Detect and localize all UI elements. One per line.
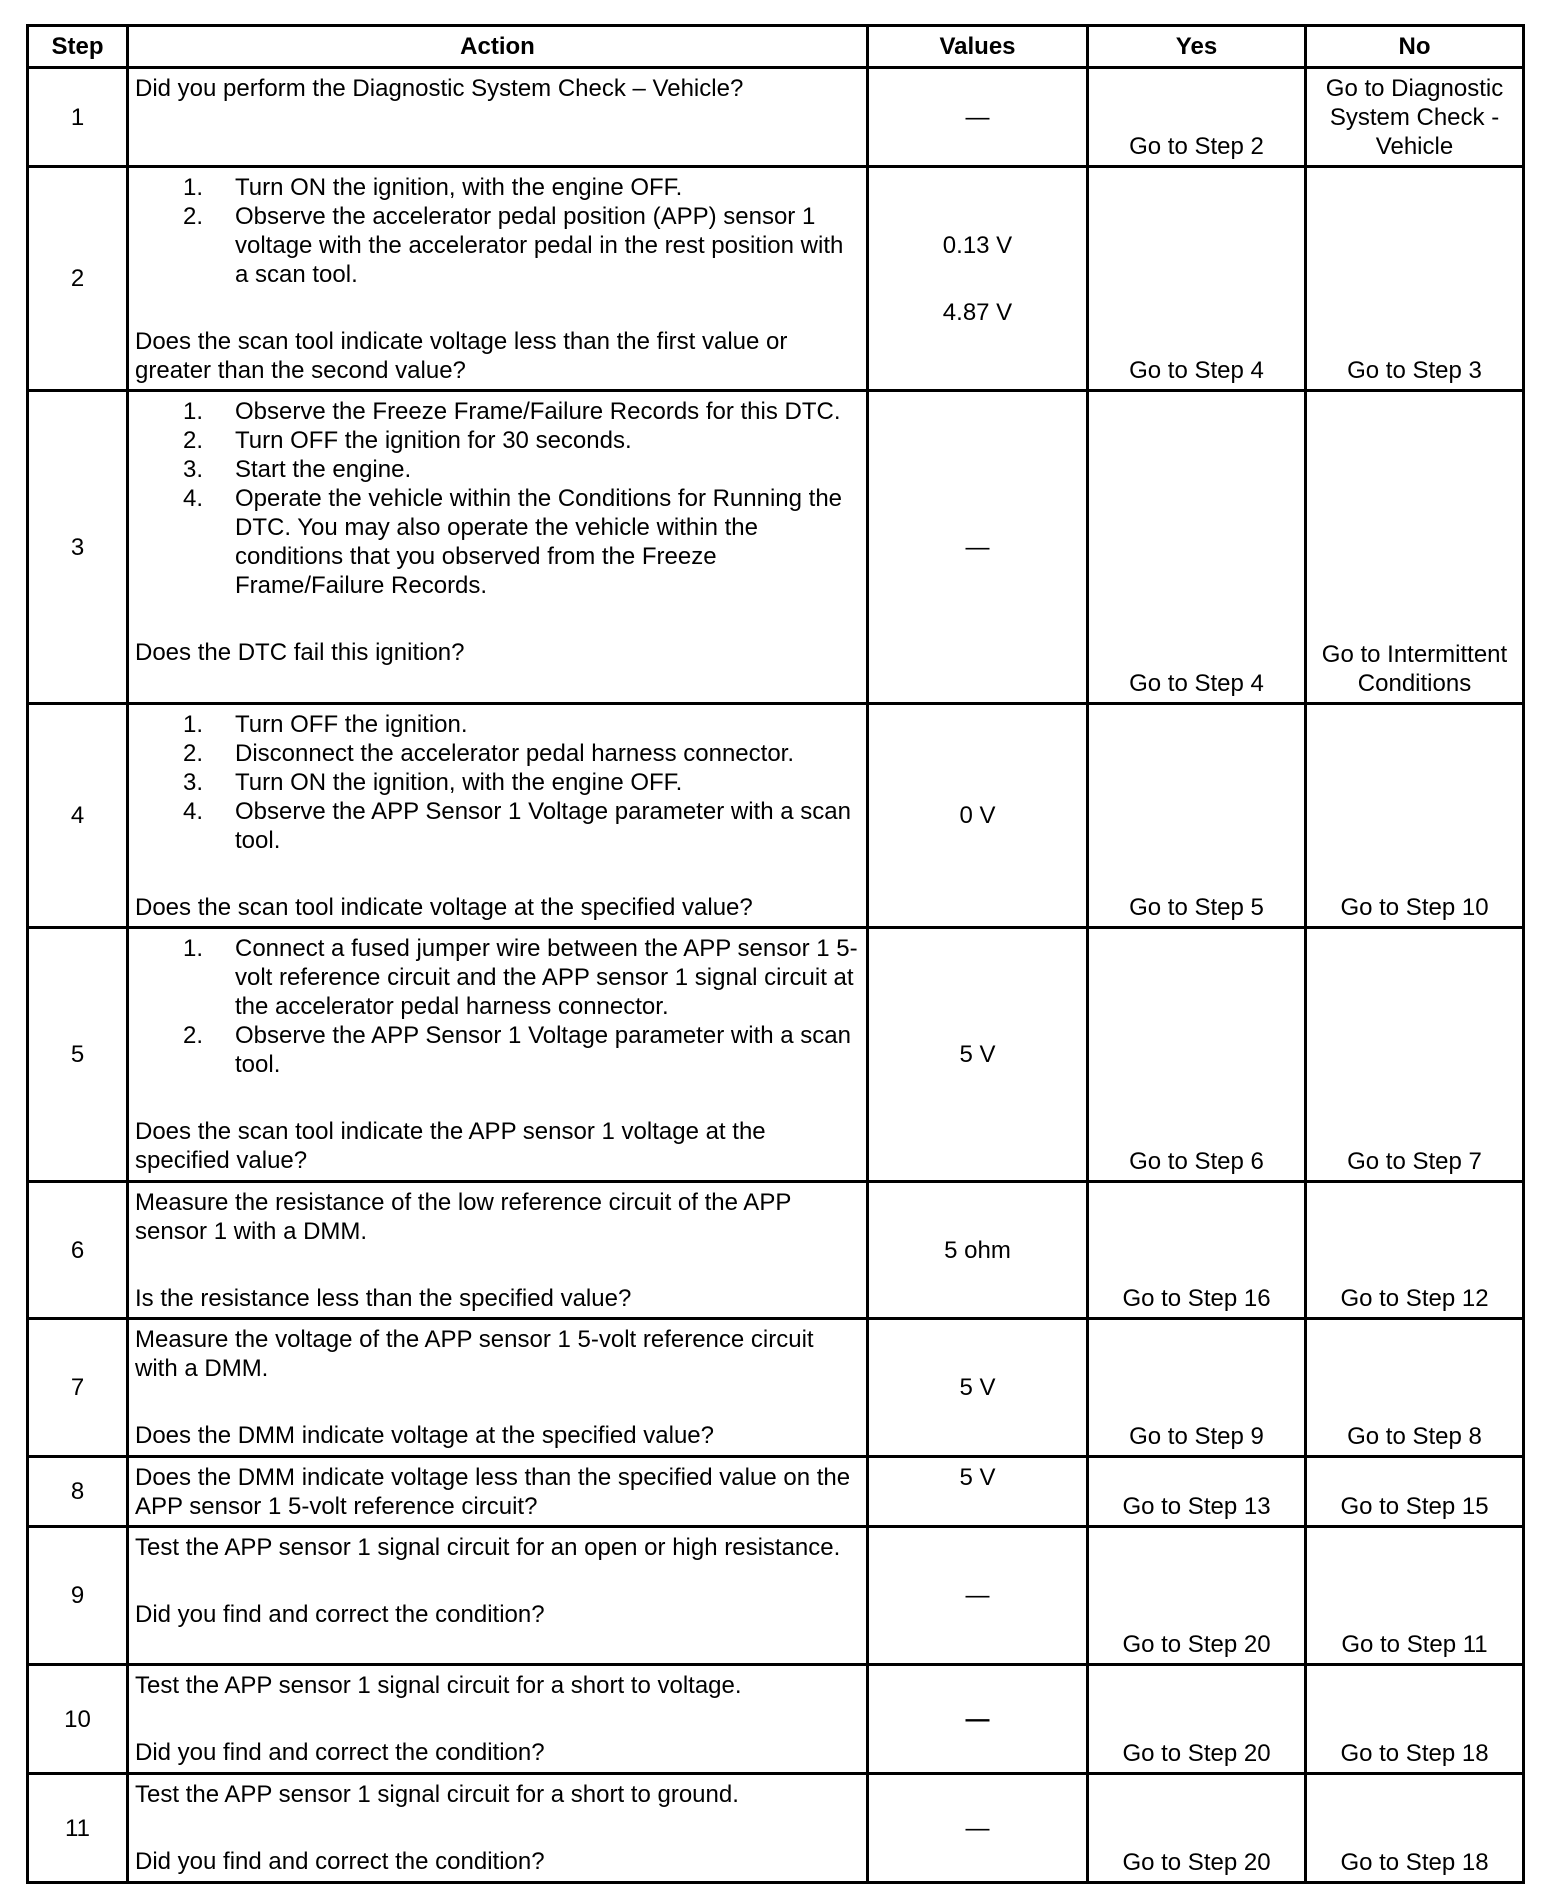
header-no: No: [1306, 26, 1524, 68]
action-cell: [128, 1527, 868, 1665]
value-min: 0.13 V: [942, 231, 1013, 259]
list-item: 2. Disconnect the accelerator pedal harness connector.: [183, 740, 794, 767]
no-link[interactable]: Go to Step 8: [1306, 1319, 1524, 1457]
table-row-step-8: [28, 1457, 1524, 1527]
action-question: Does the scan tool indicate the APP sensor 1 voltage at the specified value?: [135, 1118, 766, 1174]
action-steps-list: [135, 397, 860, 600]
action-question: Did you find and correct the condition?: [135, 1601, 545, 1628]
list-item: 2. Observe the accelerator pedal position (APP) sensor 1 voltage with the accelerator pedal in the rest position with a scan tool.: [183, 203, 844, 288]
list-item: 1. Turn ON the ignition, with the engine OFF.: [183, 174, 683, 201]
table-row-step-5: [28, 928, 1524, 1182]
yes-link[interactable]: Go to Step 20: [1088, 1774, 1306, 1883]
no-link[interactable]: Go to Diagnostic System Check - Vehicle: [1306, 68, 1524, 167]
value-cell: [868, 167, 1088, 391]
yes-link[interactable]: Go to Step 6: [1088, 928, 1306, 1182]
action-text: Measure the resistance of the low reference circuit of the APP sensor 1 with a DMM.: [135, 1189, 791, 1245]
action-cell: [128, 1319, 868, 1457]
value-cell: —: [868, 391, 1088, 704]
header-row: [28, 26, 1524, 68]
table-row-step-3: [28, 391, 1524, 704]
action-text: Did you perform the Diagnostic System Check – Vehicle?: [135, 75, 744, 102]
value-cell: 5 ohm: [868, 1182, 1088, 1319]
action-text: Test the APP sensor 1 signal circuit for a short to voltage.: [135, 1672, 742, 1699]
action-text: Measure the voltage of the APP sensor 1 5-volt reference circuit with a DMM.: [135, 1326, 814, 1382]
table-row-step-2: [28, 167, 1524, 391]
action-text: Does the DMM indicate voltage less than the specified value on the APP sensor 1 5-volt reference circuit?: [135, 1464, 851, 1520]
yes-link[interactable]: Go to Step 20: [1088, 1527, 1306, 1665]
action-steps-list: [135, 710, 860, 855]
step-number: 8: [28, 1457, 128, 1527]
value-cell: —: [868, 1665, 1088, 1774]
action-question: Does the scan tool indicate voltage at the specified value?: [135, 894, 753, 921]
value-cell: —: [868, 1527, 1088, 1665]
action-steps-list: [135, 173, 860, 289]
table-row-step-6: [28, 1182, 1524, 1319]
list-item: 1. Observe the Freeze Frame/Failure Records for this DTC.: [183, 398, 841, 425]
action-cell: [128, 1774, 868, 1883]
action-cell: [128, 1182, 868, 1319]
no-link[interactable]: Go to Step 10: [1306, 704, 1524, 928]
action-cell: [128, 928, 868, 1182]
no-link[interactable]: Go to Step 12: [1306, 1182, 1524, 1319]
yes-link[interactable]: Go to Step 13: [1088, 1457, 1306, 1527]
action-question: Did you find and correct the condition?: [135, 1848, 545, 1875]
step-number: 1: [28, 68, 128, 167]
header-action: Action: [128, 26, 868, 68]
table-row-step-9: [28, 1527, 1524, 1665]
step-number: 2: [28, 167, 128, 391]
yes-link[interactable]: Go to Step 4: [1088, 391, 1306, 704]
yes-link[interactable]: Go to Step 2: [1088, 68, 1306, 167]
step-number: 5: [28, 928, 128, 1182]
value-cell: 5 V: [868, 1457, 1088, 1527]
step-number: 10: [28, 1665, 128, 1774]
yes-link[interactable]: Go to Step 16: [1088, 1182, 1306, 1319]
action-question: Did you find and correct the condition?: [135, 1739, 545, 1766]
table-row-step-7: [28, 1319, 1524, 1457]
no-link[interactable]: Go to Step 3: [1306, 167, 1524, 391]
action-question: Does the scan tool indicate voltage less than the first value or greater than the second value?: [135, 328, 788, 384]
header-step: Step: [28, 26, 128, 68]
step-number: 3: [28, 391, 128, 704]
action-text: Test the APP sensor 1 signal circuit for an open or high resistance.: [135, 1534, 841, 1561]
list-item: 2. Observe the APP Sensor 1 Voltage parameter with a scan tool.: [183, 1022, 851, 1078]
no-link[interactable]: Go to Intermittent Conditions: [1306, 391, 1524, 704]
list-item: 2. Turn OFF the ignition for 30 seconds.: [183, 427, 632, 454]
no-link[interactable]: Go to Step 15: [1306, 1457, 1524, 1527]
action-cell: [128, 704, 868, 928]
list-item: 3. Turn ON the ignition, with the engine OFF.: [183, 769, 683, 796]
list-item: 4. Operate the vehicle within the Conditions for Running the DTC. You may also operate the vehicle within the conditions that you observed from the Freeze Frame/Failure Records.: [183, 485, 843, 599]
value-max: 4.87 V: [942, 298, 1013, 326]
value-cell: 5 V: [868, 928, 1088, 1182]
action-steps-list: [135, 934, 860, 1079]
step-number: 9: [28, 1527, 128, 1665]
step-number: 4: [28, 704, 128, 928]
action-cell: [128, 1665, 868, 1774]
list-item: 4. Observe the APP Sensor 1 Voltage parameter with a scan tool.: [183, 798, 851, 854]
table-row-step-11: [28, 1774, 1524, 1883]
yes-link[interactable]: Go to Step 4: [1088, 167, 1306, 391]
list-item: 1. Turn OFF the ignition.: [183, 711, 468, 738]
action-question: Is the resistance less than the specified value?: [135, 1285, 632, 1312]
value-cell: 0 V: [868, 704, 1088, 928]
action-cell: [128, 167, 868, 391]
table-row-step-1: [28, 68, 1524, 167]
no-link[interactable]: Go to Step 11: [1306, 1527, 1524, 1665]
action-question: Does the DMM indicate voltage at the specified value?: [135, 1422, 714, 1449]
value-cell: —: [868, 1774, 1088, 1883]
diagnostic-table: [26, 24, 1525, 1884]
step-number: 7: [28, 1319, 128, 1457]
list-item: 3. Start the engine.: [183, 456, 412, 483]
value-cell: —: [868, 68, 1088, 167]
yes-link[interactable]: Go to Step 5: [1088, 704, 1306, 928]
no-link[interactable]: Go to Step 18: [1306, 1774, 1524, 1883]
action-cell: [128, 1457, 868, 1527]
action-question: Does the DTC fail this ignition?: [135, 639, 465, 666]
yes-link[interactable]: Go to Step 9: [1088, 1319, 1306, 1457]
step-number: 11: [28, 1774, 128, 1883]
no-link[interactable]: Go to Step 7: [1306, 928, 1524, 1182]
step-number: 6: [28, 1182, 128, 1319]
yes-link[interactable]: Go to Step 20: [1088, 1665, 1306, 1774]
action-cell: [128, 391, 868, 704]
action-cell: [128, 68, 868, 167]
table-row-step-4: [28, 704, 1524, 928]
list-item: 1. Connect a fused jumper wire between the APP sensor 1 5-volt reference circuit and the APP sensor 1 signal circuit at the accelerator pedal harness connector.: [183, 935, 858, 1020]
action-text: Test the APP sensor 1 signal circuit for a short to ground.: [135, 1781, 739, 1808]
table-row-step-10: [28, 1665, 1524, 1774]
header-values: Values: [868, 26, 1088, 68]
header-yes: Yes: [1088, 26, 1306, 68]
no-link[interactable]: Go to Step 18: [1306, 1665, 1524, 1774]
value-cell: 5 V: [868, 1319, 1088, 1457]
